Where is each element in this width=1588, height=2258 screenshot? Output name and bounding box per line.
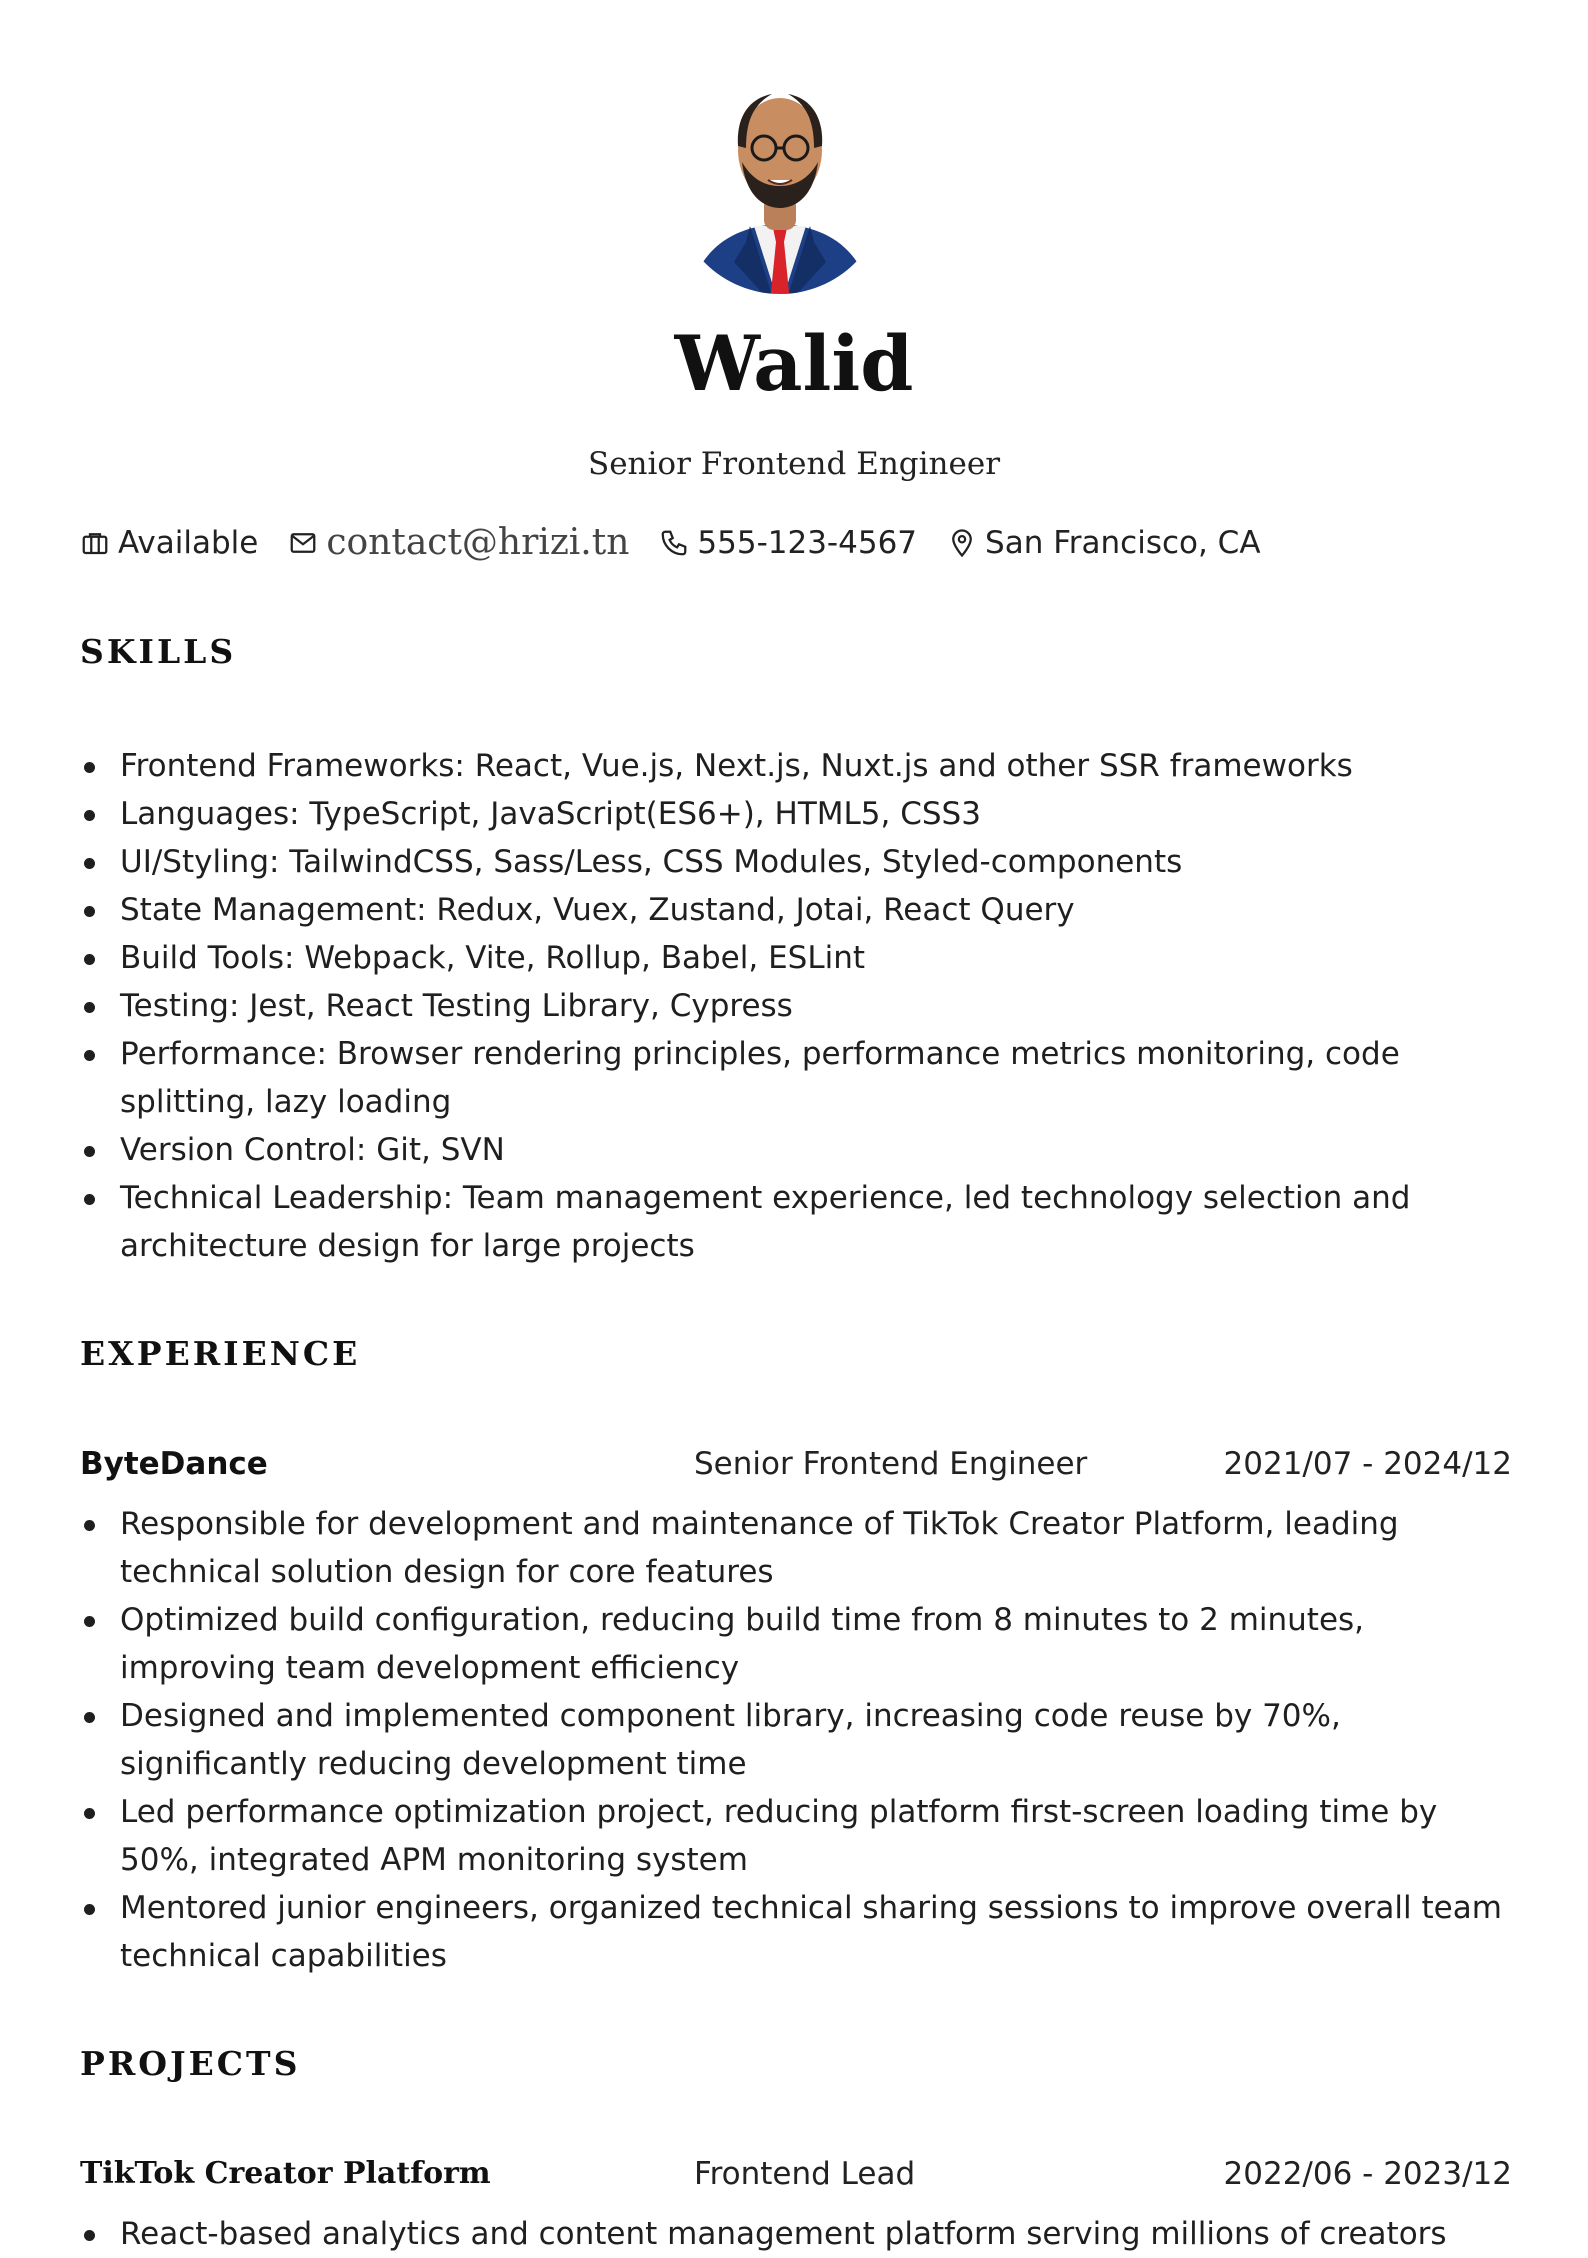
list-item: Testing: Jest, React Testing Library, Cypress [80,982,1520,1030]
experience-entry-header [80,1446,1510,1494]
contact-bar [80,522,1291,563]
contact-email[interactable] [288,522,629,563]
list-item: State Management: Redux, Vuex, Zustand, Jotai, React Query [80,886,1520,934]
email-link[interactable]: contact@hrizi.tn [326,522,630,563]
list-item: UI/Styling: TailwindCSS, Sass/Less, CSS Modules, Styled-components [80,838,1520,886]
list-item: React-based analytics and content management platform serving millions of creators [80,2210,1520,2258]
job-dates: 2021/07 - 2024/12 [1223,1446,1512,1482]
map-pin-icon [947,528,977,558]
list-item: Version Control: Git, SVN [80,1126,1520,1174]
list-item: Frontend Frameworks: React, Vue.js, Next.js, Nuxt.js and other SSR frameworks [80,742,1520,790]
list-item: Technical Leadership: Team management experience, led technology selection and architecture design for large projects [80,1174,1520,1270]
list-item: Responsible for development and maintenance of TikTok Creator Platform, leading technical solution design for core features [80,1500,1520,1596]
project-entry-header [80,2156,1510,2204]
location-text: San Francisco, CA [985,524,1261,561]
phone-text[interactable]: 555-123-4567 [697,524,918,561]
briefcase-icon [80,528,110,558]
experience-heading: EXPERIENCE [80,1334,361,1373]
project-dates: 2022/06 - 2023/12 [1223,2156,1512,2192]
experience-bullets [80,1500,1520,1980]
profile-avatar [676,76,884,308]
candidate-title: Senior Frontend Engineer [587,446,1001,482]
company-name: ByteDance [80,1446,268,1482]
skills-list [80,742,1520,1270]
project-bullets [80,2210,1520,2258]
list-item: Build Tools: Webpack, Vite, Rollup, Babel, ESLint [80,934,1520,982]
skills-heading: SKILLS [80,632,237,671]
project-name: TikTok Creator Platform [80,2156,491,2191]
list-item: Mentored junior engineers, organized technical sharing sessions to improve overall team technical capabilities [80,1884,1520,1980]
list-item: Designed and implemented component library, increasing code reuse by 70%, significantly reducing development time [80,1692,1520,1788]
candidate-name: Walid [674,319,914,408]
contact-phone[interactable] [659,525,917,561]
list-item: Languages: TypeScript, JavaScript(ES6+), HTML5, CSS3 [80,790,1520,838]
projects-heading: PROJECTS [80,2044,301,2083]
availability-text: Available [118,524,259,561]
list-item: Performance: Browser rendering principles, performance metrics monitoring, code splitting, lazy loading [80,1030,1520,1126]
list-item: Optimized build configuration, reducing build time from 8 minutes to 2 minutes, improving team development efficiency [80,1596,1520,1692]
project-role: Frontend Lead [694,2156,916,2192]
contact-availability [80,525,258,561]
phone-icon [659,528,689,558]
mail-icon [288,528,318,558]
job-role: Senior Frontend Engineer [694,1446,1088,1482]
contact-location [947,525,1261,561]
list-item: Led performance optimization project, reducing platform first-screen loading time by 50%, integrated APM monitoring system [80,1788,1520,1884]
